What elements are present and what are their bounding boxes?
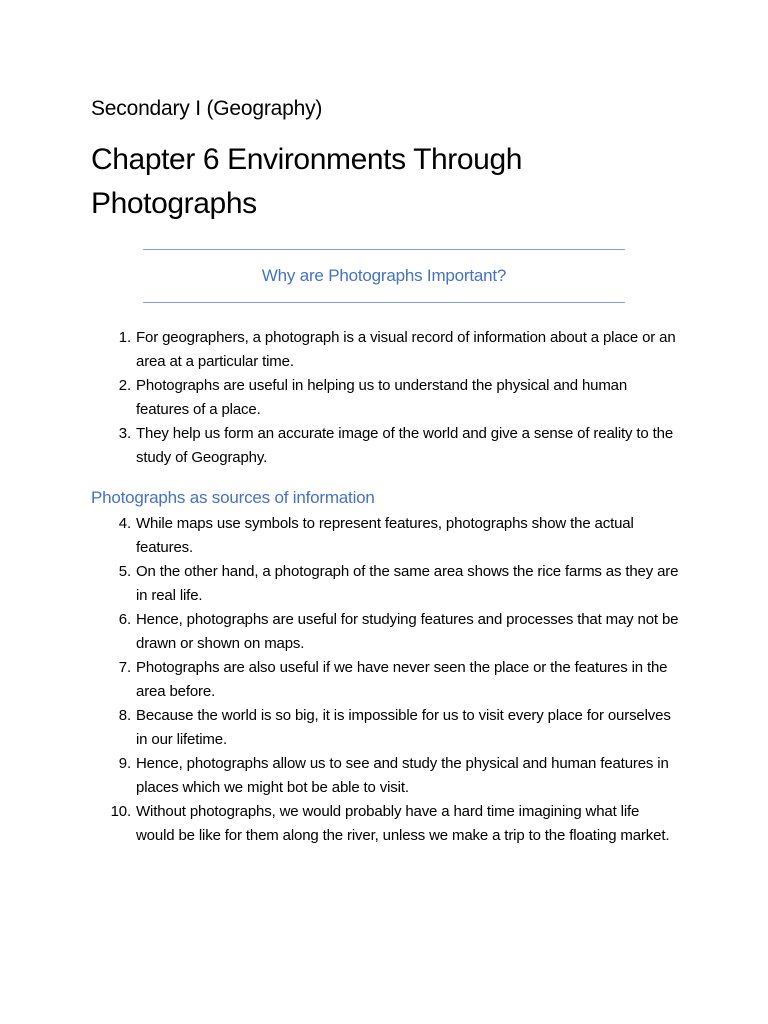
- list-item: [0, 608, 681, 656]
- section-heading: Photographs as sources of information: [91, 488, 375, 507]
- list-item: [0, 512, 681, 560]
- list-item-number: 8.: [118, 707, 131, 724]
- list-item: [0, 374, 681, 422]
- list-item: [0, 800, 681, 848]
- list-item-number: 9.: [118, 755, 131, 772]
- list-item-text: While maps use symbols to represent features, photographs show the actual features.: [136, 515, 634, 556]
- list-item-number: 4.: [118, 515, 131, 532]
- quote-heading: Why are Photographs Important?: [261, 266, 507, 285]
- list-item-text: On the other hand, a photograph of the same area shows the rice farms as they are in real life.: [136, 563, 679, 604]
- list-item: [0, 752, 681, 800]
- list-item-number: 10.: [110, 803, 131, 820]
- list-item-text: Without photographs, we would probably have a hard time imagining what life would be like for them along the river, unless we make a trip to the floating market.: [136, 803, 670, 844]
- list-item: [0, 560, 681, 608]
- list-item-text: They help us form an accurate image of the world and give a sense of reality to the study of Geography.: [136, 425, 674, 466]
- list-item-number: 6.: [118, 611, 131, 628]
- list-item-text: For geographers, a photograph is a visual record of information about a place or an area at a particular time.: [136, 329, 676, 370]
- list-item-number: 1.: [118, 329, 131, 346]
- list-item-text: Hence, photographs allow us to see and study the physical and human features in places which we might bot be able to visit.: [136, 755, 669, 796]
- quote-bottom-rule: [143, 302, 625, 303]
- list-item-text: Hence, photographs are useful for studying features and processes that may not be drawn or shown on maps.: [136, 611, 679, 652]
- quote-top-rule: [143, 249, 625, 250]
- sources-list: [0, 512, 768, 848]
- list-item: [0, 422, 681, 470]
- list-item-text: Photographs are useful in helping us to understand the physical and human features of a place.: [136, 377, 628, 418]
- chapter-title: Chapter 6 Environments Through Photographs: [91, 143, 523, 220]
- list-item-number: 2.: [118, 377, 131, 394]
- list-item: [0, 704, 681, 752]
- list-item: [0, 326, 681, 374]
- list-item-text: Because the world is so big, it is impossible for us to visit every place for ourselves in our lifetime.: [136, 707, 671, 748]
- list-item-text: Photographs are also useful if we have never seen the place or the features in the area before.: [136, 659, 668, 700]
- list-item: [0, 656, 681, 704]
- importance-list: [0, 326, 768, 470]
- list-item-number: 5.: [118, 563, 131, 580]
- subject-title: Secondary I (Geography): [91, 97, 323, 120]
- list-item-number: 7.: [118, 659, 131, 676]
- list-item-number: 3.: [118, 425, 131, 442]
